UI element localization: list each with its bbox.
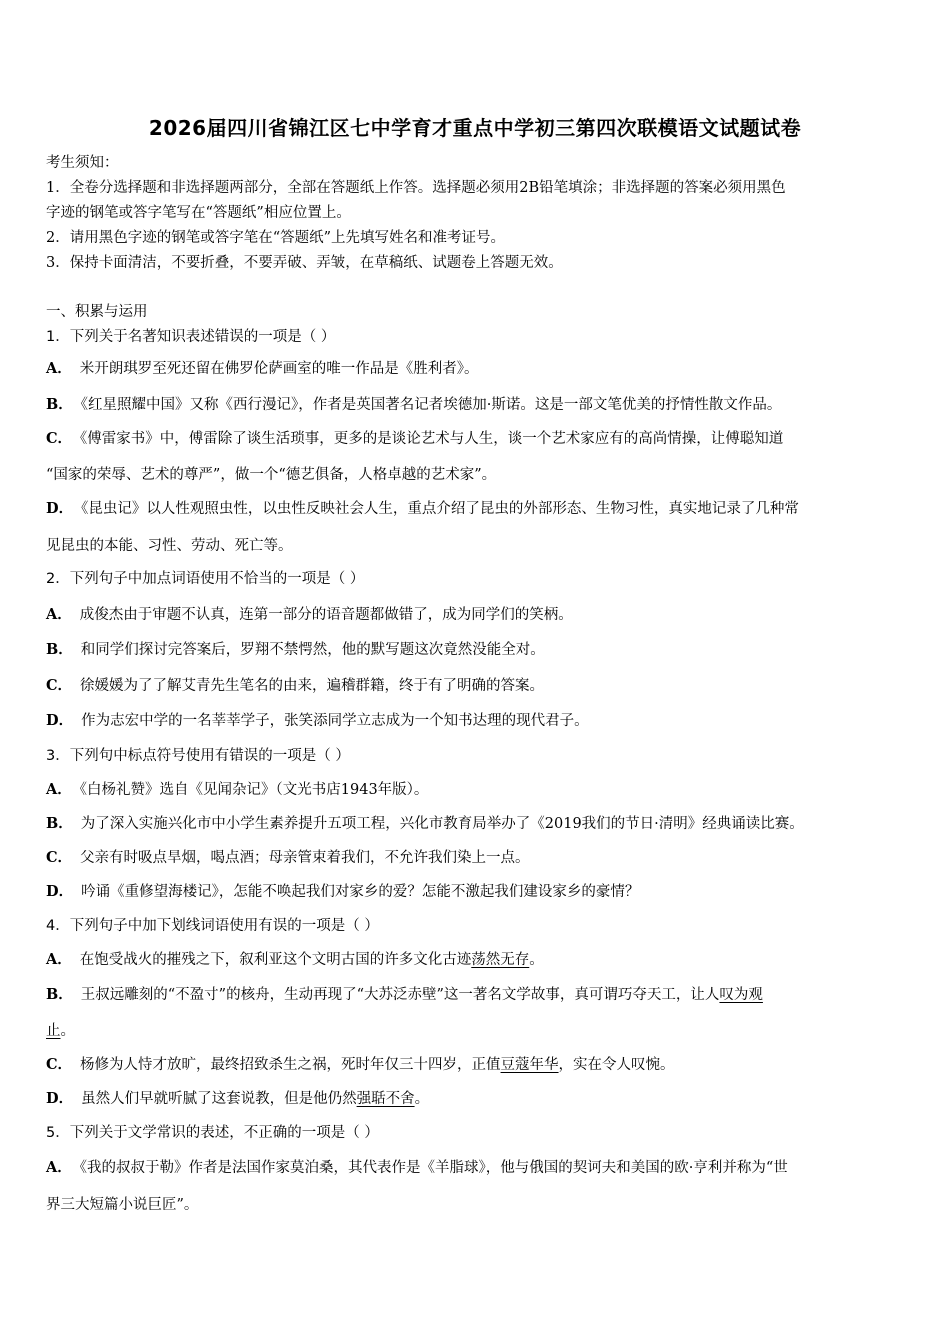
notice-item-1-line-1: 1．全卷分选择题和非选择题两部分，全部在答题纸上作答。选择题必须用2B铅笔填涂；非选择题的答案必须用黑色 bbox=[46, 180, 786, 196]
question-2-option-d bbox=[46, 711, 904, 731]
question-4-option-b bbox=[46, 985, 904, 1005]
option-label: B． bbox=[46, 396, 73, 413]
underlined-word: 荡然无存 bbox=[471, 952, 530, 968]
option-label: C． bbox=[46, 430, 73, 447]
question-4-stem bbox=[46, 916, 904, 936]
option-text-end: 。 bbox=[60, 1023, 75, 1039]
question-4-option-d bbox=[46, 1089, 904, 1109]
question-1-option-c bbox=[46, 429, 904, 449]
question-2-stem bbox=[46, 569, 904, 589]
option-label: A． bbox=[46, 1159, 72, 1176]
question-text: 下列句子中加点词语使用不恰当的一项是（ ） bbox=[69, 571, 365, 587]
question-1-option-d-cont: 见昆虫的本能、习性、劳动、死亡等。 bbox=[46, 538, 293, 554]
underlined-word: 豆蔻年华 bbox=[500, 1057, 559, 1073]
question-1-option-a bbox=[46, 359, 904, 379]
option-label: A． bbox=[46, 951, 72, 968]
option-text: 王叔远雕刻的“不盈寸”的核舟，生动再现了“大苏泛赤壁”这一著名文学故事，真可谓巧夺天工，让人 bbox=[80, 987, 720, 1003]
question-number: 5． bbox=[46, 1125, 70, 1141]
question-text: 下列关于文学常识的表述，不正确的一项是（ ） bbox=[69, 1125, 379, 1141]
option-label: A． bbox=[46, 606, 72, 623]
question-5-stem bbox=[46, 1123, 904, 1143]
question-5-option-a-cont: 界三大短篇小说巨匠”。 bbox=[46, 1197, 199, 1213]
option-label: D． bbox=[46, 500, 74, 517]
option-label: A． bbox=[46, 781, 72, 798]
option-label: B． bbox=[46, 641, 73, 658]
underlined-word: 叹为观 bbox=[719, 987, 763, 1003]
option-text: 《红星照耀中国》又称《西行漫记》，作者是英国著名记者埃德加·斯诺。这是一部文笔优美的抒情性散文作品。 bbox=[80, 397, 782, 413]
question-3-option-d bbox=[46, 882, 904, 902]
question-number: 2． bbox=[46, 571, 70, 587]
notice-item-1-line-2: 字迹的钢笔或答字笔写在“答题纸”相应位置上。 bbox=[46, 205, 351, 221]
option-text: 父亲有时吸点旱烟，喝点酒；母亲管束着我们，不允许我们染上一点。 bbox=[80, 850, 530, 866]
option-label: C． bbox=[46, 677, 73, 694]
option-text: 在饱受战火的摧残之下，叙利亚这个文明古国的许多文化古迹 bbox=[79, 952, 472, 968]
section-heading: 一、积累与运用 bbox=[46, 304, 148, 320]
option-text: 徐媛媛为了了解艾青先生笔名的由来，遍稽群籍，终于有了明确的答案。 bbox=[80, 678, 545, 694]
option-label: D． bbox=[46, 712, 74, 729]
option-text-end: 。 bbox=[529, 952, 544, 968]
notice-item-2: 2．请用黑色字迹的钢笔或答字笔在“答题纸”上先填写姓名和准考证号。 bbox=[46, 230, 506, 246]
question-text: 下列句中标点符号使用有错误的一项是（ ） bbox=[69, 748, 350, 764]
option-text: 虽然人们早就听腻了这套说教，但是他仍然 bbox=[81, 1091, 357, 1107]
question-number: 3． bbox=[46, 748, 70, 764]
option-text: 《我的叔叔于勒》作者是法国作家莫泊桑，其代表作是《羊脂球》，他与俄国的契诃夫和美国的欧·亨利并称为“世 bbox=[79, 1160, 788, 1176]
notice-item-3: 3．保持卡面清洁，不要折叠，不要弄破、弄皱，在草稿纸、试题卷上答题无效。 bbox=[46, 255, 563, 271]
option-text: 吟诵《重修望海楼记》，怎能不唤起我们对家乡的爱？怎能不激起我们建设家乡的豪情？ bbox=[81, 884, 640, 900]
question-3-option-a bbox=[46, 780, 904, 800]
question-1-option-c-cont: “国家的荣辱、艺术的尊严”，做一个“德艺俱备，人格卓越的艺术家”。 bbox=[46, 467, 497, 483]
question-text: 下列句子中加下划线词语使用有误的一项是（ ） bbox=[69, 918, 379, 934]
option-text: 作为志宏中学的一名莘莘学子，张笑添同学立志成为一个知书达理的现代君子。 bbox=[81, 713, 589, 729]
question-4-option-b-cont bbox=[46, 1021, 904, 1041]
question-number: 4． bbox=[46, 918, 70, 934]
question-3-option-c bbox=[46, 848, 904, 868]
option-text: 《傅雷家书》中，傅雷除了谈生活琐事，更多的是谈论艺术与人生，谈一个艺术家应有的高尚情操，让傅聪知道 bbox=[80, 431, 784, 447]
option-text: 米开朗琪罗至死还留在佛罗伦萨画室的唯一作品是《胜利者》。 bbox=[79, 361, 479, 377]
question-1-option-b bbox=[46, 395, 904, 415]
page-title: 2026届四川省锦江区七中学育才重点中学初三第四次联模语文试题试卷 bbox=[148, 116, 802, 140]
option-label: C． bbox=[46, 849, 73, 866]
option-text-end: 。 bbox=[414, 1091, 430, 1107]
option-text: 《昆虫记》以人性观照虫性，以虫性反映社会人生，重点介绍了昆虫的外部形态、生物习性，真实地记录了几种常 bbox=[81, 501, 799, 517]
question-2-option-a bbox=[46, 605, 904, 625]
question-1-stem bbox=[46, 327, 904, 347]
question-2-option-b bbox=[46, 640, 904, 660]
underlined-word: 止 bbox=[46, 1023, 61, 1039]
option-label: A． bbox=[46, 360, 72, 377]
option-text: 为了深入实施兴化市中小学生素养提升五项工程，兴化市教育局举办了《2019我们的节日·清明》经典诵读比赛。 bbox=[80, 816, 804, 832]
question-4-option-a bbox=[46, 950, 904, 970]
notice-heading: 考生须知： bbox=[46, 155, 119, 171]
question-5-option-a bbox=[46, 1158, 904, 1178]
option-label: D． bbox=[46, 883, 74, 900]
underlined-word: 强聒不舍 bbox=[356, 1091, 415, 1107]
option-label: D． bbox=[46, 1090, 74, 1107]
option-label: C． bbox=[46, 1056, 73, 1073]
option-text: 成俊杰由于审题不认真，连第一部分的语音题都做错了，成为同学们的笑柄。 bbox=[79, 607, 573, 623]
question-3-stem bbox=[46, 746, 904, 766]
option-label: B． bbox=[46, 986, 73, 1003]
question-text: 下列关于名著知识表述错误的一项是（ ） bbox=[69, 329, 336, 345]
question-2-option-c bbox=[46, 676, 904, 696]
option-text: 和同学们探讨完答案后，罗翔不禁愕然，他的默写题这次竟然没能全对。 bbox=[80, 642, 545, 658]
question-number: 1． bbox=[46, 329, 70, 345]
option-text: 杨修为人恃才放旷，最终招致杀生之祸，死时年仅三十四岁，正值 bbox=[80, 1057, 501, 1073]
option-label: B． bbox=[46, 815, 73, 832]
option-text: 《白杨礼赞》选自《见闻杂记》（文光书店1943年版）。 bbox=[79, 782, 429, 798]
option-text-end: ，实在令人叹惋。 bbox=[558, 1057, 675, 1073]
question-3-option-b bbox=[46, 814, 904, 834]
question-1-option-d bbox=[46, 499, 904, 519]
question-4-option-c bbox=[46, 1055, 904, 1075]
